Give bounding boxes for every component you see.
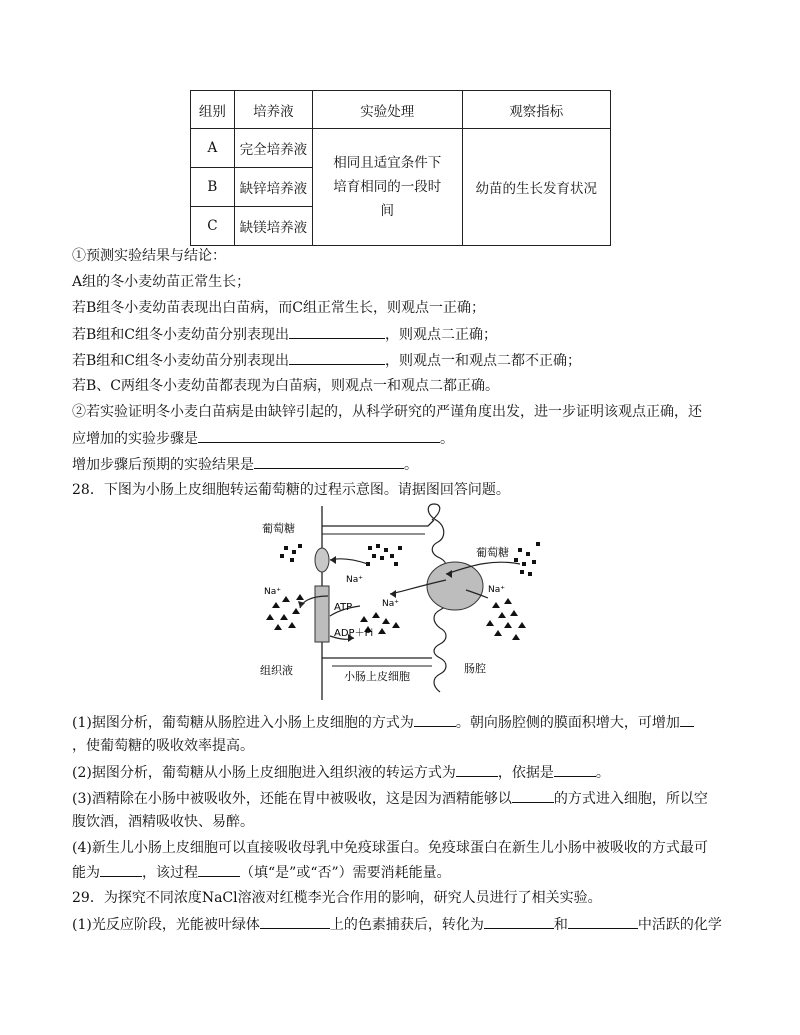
q27-line-2: A组的冬小麦幼苗正常生长； [72, 274, 251, 290]
q28-part-4-cont [72, 862, 451, 883]
q27-line-8-text: 应增加的实验步骤是 [72, 431, 198, 447]
answer-blank[interactable] [512, 788, 554, 803]
answer-blank[interactable] [680, 712, 694, 727]
q29-part-1-mid: 上的色素捕获后，转化为 [329, 917, 484, 933]
glucose-label-right: 葡萄糖 [476, 546, 509, 559]
q28-part-3-tail: 的方式进入细胞，所以空 [553, 791, 708, 807]
q28-part-2 [72, 762, 610, 783]
q28-part-3-text: (3)酒精除在小肠中被吸收外，还能在胃中被吸收，这是因为酒精能够以 [72, 791, 512, 807]
q28-title: 28．下图为小肠上皮细胞转运葡萄糖的过程示意图。请据图回答问题。 [72, 482, 510, 498]
q29-part-1-text: (1)光反应阶段，光能被叶绿体 [72, 917, 260, 933]
table-cell-medium: 完全培养液 [234, 129, 312, 168]
atp-label: ATP [334, 602, 353, 613]
transport-arrows [300, 559, 520, 640]
answer-blank[interactable] [568, 914, 638, 929]
q27-line-6: 若B、C两组冬小麦幼苗都表现为白苗病，则观点一和观点二都正确。 [72, 378, 499, 394]
q29-part-1-tail: 中活跃的化学 [637, 917, 722, 933]
q29-part-1 [72, 914, 722, 935]
answer-blank[interactable] [198, 862, 240, 877]
table-row [191, 129, 611, 168]
answer-blank[interactable] [260, 914, 330, 929]
sodium-glucose-cotransporter [427, 562, 483, 610]
table-cell-group: A [191, 129, 235, 168]
answer-blank[interactable] [289, 324, 385, 339]
top-membrane [322, 520, 434, 526]
q27-line-5-tail: ，则观点一和观点二都不正确； [385, 353, 581, 369]
q28-part-1-mid: 。朝向肠腔侧的膜面积增大，可增加 [455, 715, 680, 731]
table-cell-medium: 缺镁培养液 [234, 207, 312, 246]
answer-blank[interactable] [554, 762, 596, 777]
q27-line-5 [72, 350, 581, 371]
q28-part-4-tail: （填“是”或“否”）需要消耗能量。 [240, 865, 451, 881]
table-header-cell: 组别 [191, 91, 235, 129]
answer-blank[interactable] [414, 712, 456, 727]
answer-blank[interactable] [198, 428, 440, 443]
q27-line-4-tail: ，则观点二正确； [385, 327, 497, 343]
table-header-cell: 实验处理 [313, 91, 462, 129]
table-header-row [191, 91, 611, 129]
na-label-right: Na⁺ [488, 585, 505, 595]
epithelial-cell-label: 小肠上皮细胞 [344, 670, 410, 683]
q27-line-7: ②若实验证明冬小麦白苗病是由缺锌引起的，从科学研究的严谨角度出发，进一步证明该观点正确，还 [72, 404, 702, 420]
q28-part-4: (4)新生儿小肠上皮细胞可以直接吸收母乳中免疫球蛋白。免疫球蛋白在新生儿小肠中被吸收的方式最可 [72, 840, 708, 856]
sodium-ions-left [266, 594, 304, 630]
table-cell-treatment [313, 129, 462, 246]
answer-blank[interactable] [484, 914, 554, 929]
answer-blank[interactable] [254, 454, 404, 469]
q27-line-9-tail: 。 [404, 457, 418, 473]
na-label-cell-2: Na⁺ [382, 599, 399, 609]
table-header-cell: 培养液 [234, 91, 312, 129]
q28-part-3-cont: 腹饮酒，酒精吸收快、易醉。 [72, 814, 254, 830]
intestinal-lumen-label: 肠腔 [464, 662, 486, 675]
table-cell-group: C [191, 207, 235, 246]
glucose-molecules-cell [366, 544, 402, 566]
answer-blank[interactable] [456, 762, 498, 777]
q28-part-2-tail: 。 [595, 765, 610, 781]
answer-blank[interactable] [289, 350, 385, 365]
sodium-potassium-pump [315, 586, 329, 642]
q28-part-4-text: 能为 [72, 865, 100, 881]
q27-line-5-text: 若B组和C组冬小麦幼苗分别表现出 [72, 353, 289, 369]
experiment-table [190, 90, 611, 246]
q28-part-4-mid: ，该过程 [142, 865, 198, 881]
table-cell-observation: 幼苗的生长发育状况 [462, 129, 611, 246]
q27-line-1: ①预测实验结果与结论： [72, 248, 226, 264]
q27-line-3: 若B组冬小麦幼苗表现出白苗病，而C组正常生长，则观点一正确； [72, 300, 485, 316]
q28-part-3 [72, 788, 708, 809]
treatment-line: 间 [380, 203, 394, 219]
treatment-line: 培育相同的一段时 [333, 179, 442, 195]
na-label-cell-1: Na⁺ [346, 575, 363, 585]
q27-line-8-tail: 。 [440, 431, 454, 447]
glucose-carrier-basal [315, 548, 329, 572]
tissue-fluid-label: 组织液 [260, 664, 293, 677]
table-cell-group: B [191, 168, 235, 207]
q27-line-9-text: 增加步骤后预期的实验结果是 [72, 457, 254, 473]
answer-blank[interactable] [100, 862, 142, 877]
glucose-label-left: 葡萄糖 [262, 522, 295, 535]
sodium-ions-lumen [486, 598, 526, 640]
q28-part-1-cont: ，使葡萄糖的吸收效率提高。 [72, 738, 254, 754]
glucose-molecules-left [280, 544, 302, 562]
q28-part-1-text: (1)据图分析，葡萄糖从肠腔进入小肠上皮细胞的方式为 [72, 715, 414, 731]
table-cell-medium: 缺锌培养液 [234, 168, 312, 207]
q28-part-2-mid: ，依据是 [497, 765, 554, 781]
q29-title: 29．为探究不同浓度NaCl溶液对红榄李光合作用的影响，研究人员进行了相关实验。 [72, 890, 602, 906]
glucose-transport-diagram [250, 498, 560, 708]
q29-part-1-and: 和 [553, 917, 568, 933]
glucose-molecules-lumen [514, 542, 540, 576]
table-header-cell: 观察指标 [462, 91, 611, 129]
q27-line-9 [72, 454, 418, 475]
q27-line-4 [72, 324, 497, 345]
adp-label: ADP＋Pi [334, 628, 374, 639]
q28-part-1 [72, 712, 694, 733]
q27-line-4-text: 若B组和C组冬小麦幼苗分别表现出 [72, 327, 289, 343]
q27-line-8 [72, 428, 454, 449]
q28-part-2-text: (2)据图分析，葡萄糖从小肠上皮细胞进入组织液的转运方式为 [72, 765, 456, 781]
na-label-left: Na⁺ [264, 587, 281, 597]
treatment-line: 相同且适宜条件下 [333, 155, 442, 171]
